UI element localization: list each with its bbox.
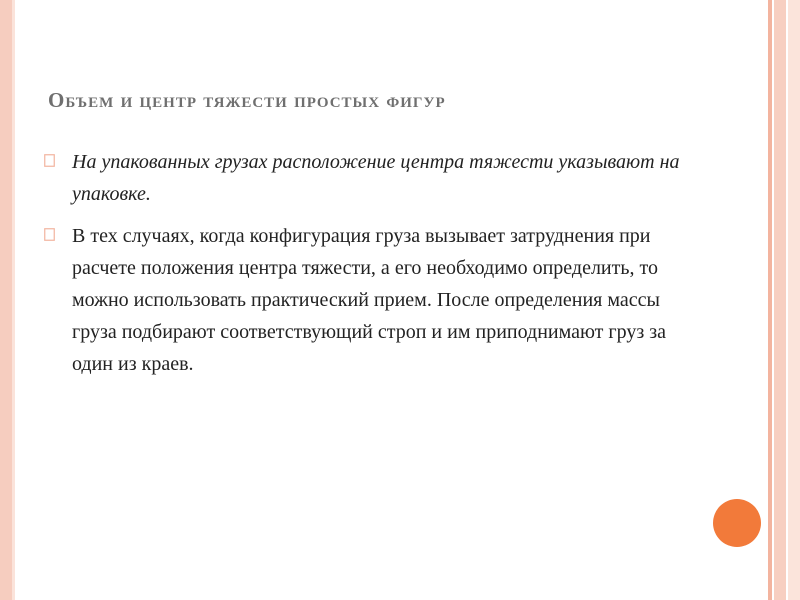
bullet-item bbox=[44, 146, 704, 210]
bullet-text: На упакованных грузах расположение центра тяжести указывают на упаковке. bbox=[72, 151, 680, 205]
left-decorative-stripe-inner bbox=[12, 0, 15, 600]
hollow-bullet-icon bbox=[44, 228, 55, 241]
hollow-bullet-icon bbox=[44, 154, 55, 167]
right-decorative-stripe-a bbox=[768, 0, 772, 600]
bullet-item bbox=[44, 220, 704, 380]
bullet-text: В тех случаях, когда конфигурация груза вызывает затруднения при расчете положения центра тяжести, а его необходимо определить, то можно использовать практический прием. После определения массы груза подбирают соответствующий строп и им приподнимают груз за один из краев. bbox=[72, 225, 667, 375]
slide-content bbox=[44, 146, 704, 390]
slide-title: Объем и центр тяжести простых фигур bbox=[48, 88, 446, 112]
orange-circle-decoration bbox=[713, 499, 761, 547]
left-decorative-stripe bbox=[0, 0, 12, 600]
right-decorative-stripe-b bbox=[774, 0, 786, 600]
right-decorative-stripe-c bbox=[788, 0, 800, 600]
